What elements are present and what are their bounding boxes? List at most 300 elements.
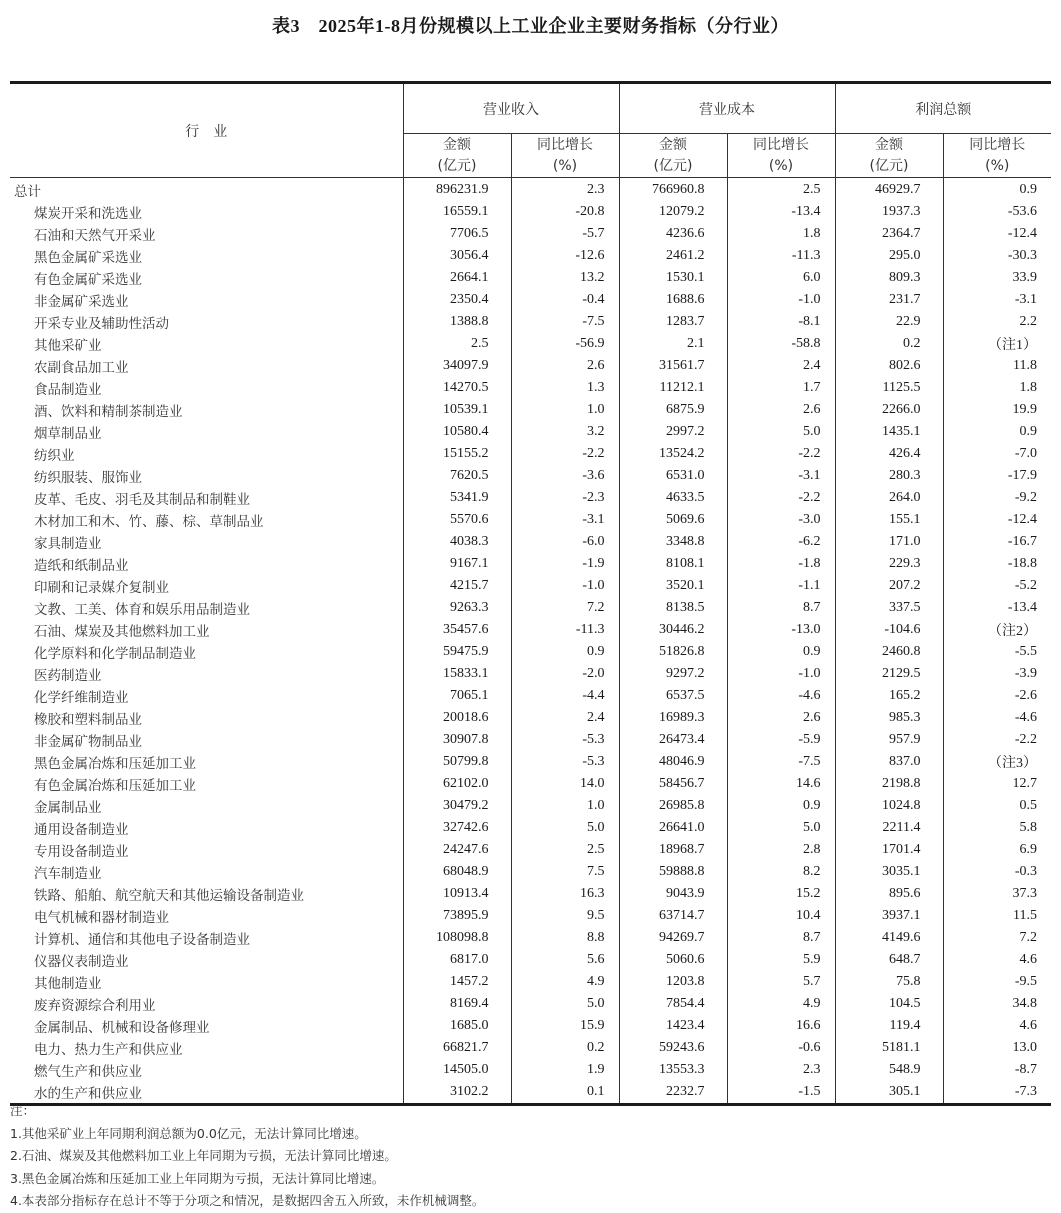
table-row [10, 993, 1051, 1015]
profit-growth-cell: -3.9 [943, 663, 1051, 685]
profit-growth-cell: -3.1 [943, 289, 1051, 311]
cost-amount-cell: 31561.7 [619, 355, 727, 377]
revenue-growth-cell: 1.3 [511, 377, 619, 399]
table-row [10, 289, 1051, 311]
cost-growth-cell: 8.2 [727, 861, 835, 883]
profit-amount-cell: 1125.5 [835, 377, 943, 399]
revenue-amount-cell: 9263.3 [403, 597, 511, 619]
industry-name-cell: 金属制品业 [34, 800, 102, 816]
revenue-amount-cell: 10539.1 [403, 399, 511, 421]
revenue-growth-cell: 5.0 [511, 817, 619, 839]
revenue-amount-cell: 1388.8 [403, 311, 511, 333]
cost-growth-cell: -58.8 [727, 333, 835, 355]
profit-growth-cell: 19.9 [943, 399, 1051, 421]
cost-amount-cell: 26473.4 [619, 729, 727, 751]
header-revenue-amount: 金额 (亿元) [403, 134, 511, 178]
industry-name-cell: 非金属矿采选业 [34, 294, 129, 310]
cost-amount-cell: 30446.2 [619, 619, 727, 641]
revenue-growth-cell: 7.2 [511, 597, 619, 619]
profit-amount-cell: 2266.0 [835, 399, 943, 421]
profit-growth-cell: -17.9 [943, 465, 1051, 487]
profit-amount-cell: 2460.8 [835, 641, 943, 663]
cost-growth-cell: 2.4 [727, 355, 835, 377]
cost-amount-cell: 18968.7 [619, 839, 727, 861]
profit-growth-cell: -9.2 [943, 487, 1051, 509]
revenue-growth-cell: -4.4 [511, 685, 619, 707]
cost-growth-cell: -7.5 [727, 751, 835, 773]
revenue-amount-cell: 62102.0 [403, 773, 511, 795]
industry-name-cell: 造纸和纸制品业 [34, 558, 129, 574]
revenue-amount-cell: 30907.8 [403, 729, 511, 751]
cost-growth-cell: 1.8 [727, 223, 835, 245]
profit-amount-cell: 985.3 [835, 707, 943, 729]
industry-name-cell: 电气机械和器材制造业 [34, 910, 169, 926]
cost-growth-cell: 2.3 [727, 1059, 835, 1081]
cost-amount-cell: 58456.7 [619, 773, 727, 795]
industry-name-cell: 石油、煤炭及其他燃料加工业 [34, 624, 210, 640]
profit-amount-cell: 104.5 [835, 993, 943, 1015]
header-revenue-growth: 同比增长 (%) [511, 134, 619, 178]
cost-growth-cell: 8.7 [727, 597, 835, 619]
cost-amount-cell: 11212.1 [619, 377, 727, 399]
revenue-growth-cell: 2.6 [511, 355, 619, 377]
revenue-growth-cell: 0.9 [511, 641, 619, 663]
cost-growth-cell: -6.2 [727, 531, 835, 553]
revenue-amount-cell: 16559.1 [403, 201, 511, 223]
cost-amount-cell: 59243.6 [619, 1037, 727, 1059]
industry-name-cell: 有色金属冶炼和压延加工业 [34, 778, 196, 794]
table-row [10, 641, 1051, 663]
profit-growth-cell: -13.4 [943, 597, 1051, 619]
cost-amount-cell: 2461.2 [619, 245, 727, 267]
cost-amount-cell: 8108.1 [619, 553, 727, 575]
cost-amount-cell: 4236.6 [619, 223, 727, 245]
profit-growth-cell: 34.8 [943, 993, 1051, 1015]
revenue-growth-cell: -5.3 [511, 729, 619, 751]
profit-amount-cell: -104.6 [835, 619, 943, 641]
header-profit-amount: 金额 (亿元) [835, 134, 943, 178]
revenue-amount-cell: 10913.4 [403, 883, 511, 905]
cost-amount-cell: 766960.8 [619, 178, 727, 202]
profit-growth-cell: -18.8 [943, 553, 1051, 575]
header-revenue: 营业收入 [403, 83, 619, 134]
table-title: 表3 2025年1-8月份规模以上工业企业主要财务指标（分行业） [272, 16, 789, 36]
cost-growth-cell: -2.2 [727, 487, 835, 509]
revenue-amount-cell: 7620.5 [403, 465, 511, 487]
cost-growth-cell: -3.0 [727, 509, 835, 531]
table-row [10, 201, 1051, 223]
revenue-growth-cell: -3.1 [511, 509, 619, 531]
cost-growth-cell: 5.9 [727, 949, 835, 971]
revenue-growth-cell: -3.6 [511, 465, 619, 487]
cost-amount-cell: 26985.8 [619, 795, 727, 817]
revenue-growth-cell: -12.6 [511, 245, 619, 267]
revenue-growth-cell: 2.5 [511, 839, 619, 861]
profit-growth-cell: 0.9 [943, 421, 1051, 443]
profit-amount-cell: 895.6 [835, 883, 943, 905]
cost-growth-cell: -0.6 [727, 1037, 835, 1059]
cost-growth-cell: -8.1 [727, 311, 835, 333]
profit-amount-cell: 1435.1 [835, 421, 943, 443]
cost-growth-cell: 2.8 [727, 839, 835, 861]
revenue-growth-cell: -6.0 [511, 531, 619, 553]
table-row [10, 817, 1051, 839]
revenue-amount-cell: 15155.2 [403, 443, 511, 465]
industry-name-cell: 燃气生产和供应业 [34, 1064, 142, 1080]
revenue-amount-cell: 59475.9 [403, 641, 511, 663]
cost-amount-cell: 1688.6 [619, 289, 727, 311]
industry-name-cell: 医药制造业 [34, 668, 102, 684]
note-item: 3.黑色金属冶炼和压延加工业上年同期为亏损，无法计算同比增速。 [10, 1170, 385, 1186]
profit-amount-cell: 3035.1 [835, 861, 943, 883]
revenue-amount-cell: 5341.9 [403, 487, 511, 509]
profit-amount-cell: 280.3 [835, 465, 943, 487]
profit-growth-cell: 11.5 [943, 905, 1051, 927]
profit-amount-cell: 264.0 [835, 487, 943, 509]
profit-amount-cell: 165.2 [835, 685, 943, 707]
cost-amount-cell: 9043.9 [619, 883, 727, 905]
cost-amount-cell: 16989.3 [619, 707, 727, 729]
cost-growth-cell: 10.4 [727, 905, 835, 927]
revenue-amount-cell: 3056.4 [403, 245, 511, 267]
cost-amount-cell: 48046.9 [619, 751, 727, 773]
industry-name-cell: 文教、工美、体育和娱乐用品制造业 [34, 602, 250, 618]
revenue-amount-cell: 7706.5 [403, 223, 511, 245]
cost-growth-cell: 2.5 [727, 178, 835, 202]
industry-name-cell: 家具制造业 [34, 536, 102, 552]
revenue-growth-cell: 4.9 [511, 971, 619, 993]
profit-growth-cell: 2.2 [943, 311, 1051, 333]
industry-name-cell: 通用设备制造业 [34, 822, 129, 838]
profit-amount-cell: 46929.7 [835, 178, 943, 202]
revenue-amount-cell: 68048.9 [403, 861, 511, 883]
financial-indicators-table [10, 81, 1051, 1106]
revenue-amount-cell: 14505.0 [403, 1059, 511, 1081]
cost-amount-cell: 5060.6 [619, 949, 727, 971]
note-item: 1.其他采矿业上年同期利润总额为0.0亿元，无法计算同比增速。 [10, 1125, 367, 1141]
industry-name-cell: 烟草制品业 [34, 426, 102, 442]
revenue-amount-cell: 6817.0 [403, 949, 511, 971]
cost-growth-cell: 2.6 [727, 707, 835, 729]
revenue-amount-cell: 14270.5 [403, 377, 511, 399]
profit-growth-cell: 4.6 [943, 1015, 1051, 1037]
profit-amount-cell: 75.8 [835, 971, 943, 993]
industry-name-cell: 黑色金属冶炼和压延加工业 [34, 756, 196, 772]
table-row [10, 377, 1051, 399]
industry-name-cell: 总计 [14, 184, 41, 200]
profit-growth-cell: -16.7 [943, 531, 1051, 553]
profit-amount-cell: 1937.3 [835, 201, 943, 223]
table-row [10, 597, 1051, 619]
cost-growth-cell: 0.9 [727, 641, 835, 663]
revenue-amount-cell: 2664.1 [403, 267, 511, 289]
profit-growth-cell: 11.8 [943, 355, 1051, 377]
industry-name-cell: 汽车制造业 [34, 866, 102, 882]
profit-amount-cell: 155.1 [835, 509, 943, 531]
industry-name-cell: 化学纤维制造业 [34, 690, 129, 706]
revenue-amount-cell: 15833.1 [403, 663, 511, 685]
industry-name-cell: 农副食品加工业 [34, 360, 129, 376]
revenue-amount-cell: 108098.8 [403, 927, 511, 949]
revenue-growth-cell: 2.4 [511, 707, 619, 729]
profit-amount-cell: 2364.7 [835, 223, 943, 245]
cost-growth-cell: -11.3 [727, 245, 835, 267]
cost-growth-cell: -1.0 [727, 663, 835, 685]
profit-amount-cell: 809.3 [835, 267, 943, 289]
industry-name-cell: 其他采矿业 [34, 338, 102, 354]
profit-amount-cell: 4149.6 [835, 927, 943, 949]
header-profit: 利润总额 [835, 83, 1051, 134]
cost-growth-cell: 2.6 [727, 399, 835, 421]
profit-growth-cell: -9.5 [943, 971, 1051, 993]
profit-growth-cell: -2.2 [943, 729, 1051, 751]
cost-growth-cell: 5.0 [727, 817, 835, 839]
table-row [10, 883, 1051, 905]
profit-amount-cell: 207.2 [835, 575, 943, 597]
cost-amount-cell: 8138.5 [619, 597, 727, 619]
cost-growth-cell: -13.4 [727, 201, 835, 223]
cost-amount-cell: 4633.5 [619, 487, 727, 509]
revenue-amount-cell: 35457.6 [403, 619, 511, 641]
industry-name-cell: 其他制造业 [34, 976, 102, 992]
cost-amount-cell: 2997.2 [619, 421, 727, 443]
industry-name-cell: 黑色金属矿采选业 [34, 250, 142, 266]
revenue-amount-cell: 1457.2 [403, 971, 511, 993]
industry-name-cell: 铁路、船舶、航空航天和其他运输设备制造业 [34, 888, 304, 904]
industry-name-cell: 化学原料和化学制品制造业 [34, 646, 196, 662]
table-row [10, 443, 1051, 465]
table-row [10, 685, 1051, 707]
table-row [10, 1015, 1051, 1037]
revenue-amount-cell: 3102.2 [403, 1081, 511, 1105]
cost-growth-cell: 5.0 [727, 421, 835, 443]
revenue-growth-cell: 0.1 [511, 1081, 619, 1105]
profit-amount-cell: 2211.4 [835, 817, 943, 839]
cost-amount-cell: 63714.7 [619, 905, 727, 927]
revenue-amount-cell: 66821.7 [403, 1037, 511, 1059]
revenue-growth-cell: 1.0 [511, 399, 619, 421]
cost-growth-cell: -1.0 [727, 289, 835, 311]
industry-name-cell: 有色金属矿采选业 [34, 272, 142, 288]
industry-name-cell: 仪器仪表制造业 [34, 954, 129, 970]
header-cost-amount: 金额 (亿元) [619, 134, 727, 178]
profit-growth-cell: -5.5 [943, 641, 1051, 663]
table-row [10, 795, 1051, 817]
profit-amount-cell: 3937.1 [835, 905, 943, 927]
profit-amount-cell: 426.4 [835, 443, 943, 465]
cost-growth-cell: 14.6 [727, 773, 835, 795]
profit-amount-cell: 1701.4 [835, 839, 943, 861]
profit-growth-cell: （注1） [943, 333, 1051, 355]
revenue-amount-cell: 4038.3 [403, 531, 511, 553]
revenue-amount-cell: 34097.9 [403, 355, 511, 377]
cost-growth-cell: 1.7 [727, 377, 835, 399]
industry-name-cell: 非金属矿物制品业 [34, 734, 142, 750]
profit-amount-cell: 119.4 [835, 1015, 943, 1037]
profit-growth-cell: 6.9 [943, 839, 1051, 861]
profit-growth-cell: -7.0 [943, 443, 1051, 465]
revenue-growth-cell: -11.3 [511, 619, 619, 641]
profit-growth-cell: -8.7 [943, 1059, 1051, 1081]
table-row [10, 553, 1051, 575]
revenue-growth-cell: 16.3 [511, 883, 619, 905]
revenue-growth-cell: -2.3 [511, 487, 619, 509]
revenue-growth-cell: -5.7 [511, 223, 619, 245]
industry-name-cell: 计算机、通信和其他电子设备制造业 [34, 932, 250, 948]
profit-growth-cell: -7.3 [943, 1081, 1051, 1105]
revenue-amount-cell: 8169.4 [403, 993, 511, 1015]
cost-growth-cell: 5.7 [727, 971, 835, 993]
profit-growth-cell: 37.3 [943, 883, 1051, 905]
table-row [10, 465, 1051, 487]
header-cost-growth: 同比增长 (%) [727, 134, 835, 178]
profit-amount-cell: 2198.8 [835, 773, 943, 795]
cost-growth-cell: -13.0 [727, 619, 835, 641]
profit-growth-cell: 4.6 [943, 949, 1051, 971]
revenue-growth-cell: 8.8 [511, 927, 619, 949]
revenue-growth-cell: -56.9 [511, 333, 619, 355]
profit-amount-cell: 802.6 [835, 355, 943, 377]
header-industry: 行 业 [10, 83, 403, 178]
table-row [10, 905, 1051, 927]
table-row [10, 223, 1051, 245]
profit-growth-cell: -12.4 [943, 223, 1051, 245]
revenue-growth-cell: -2.2 [511, 443, 619, 465]
profit-growth-cell: -2.6 [943, 685, 1051, 707]
profit-amount-cell: 957.9 [835, 729, 943, 751]
revenue-amount-cell: 10580.4 [403, 421, 511, 443]
cost-growth-cell: -1.8 [727, 553, 835, 575]
cost-amount-cell: 1283.7 [619, 311, 727, 333]
profit-growth-cell: -53.6 [943, 201, 1051, 223]
revenue-growth-cell: -2.0 [511, 663, 619, 685]
table-row [10, 1037, 1051, 1059]
profit-amount-cell: 305.1 [835, 1081, 943, 1105]
table-row [10, 267, 1051, 289]
note-item: 2.石油、煤炭及其他燃料加工业上年同期为亏损，无法计算同比增速。 [10, 1148, 397, 1163]
industry-name-cell: 废弃资源综合利用业 [34, 998, 156, 1014]
revenue-amount-cell: 20018.6 [403, 707, 511, 729]
revenue-growth-cell: 9.5 [511, 905, 619, 927]
profit-amount-cell: 0.2 [835, 333, 943, 355]
table-row [10, 531, 1051, 553]
revenue-amount-cell: 9167.1 [403, 553, 511, 575]
profit-growth-cell: -12.4 [943, 509, 1051, 531]
profit-growth-cell: 0.5 [943, 795, 1051, 817]
table-body [10, 178, 1051, 1105]
table-row [10, 311, 1051, 333]
cost-amount-cell: 13524.2 [619, 443, 727, 465]
revenue-amount-cell: 7065.1 [403, 685, 511, 707]
industry-name-cell: 水的生产和供应业 [34, 1086, 142, 1102]
cost-amount-cell: 7854.4 [619, 993, 727, 1015]
revenue-growth-cell: 14.0 [511, 773, 619, 795]
cost-amount-cell: 26641.0 [619, 817, 727, 839]
revenue-growth-cell: -5.3 [511, 751, 619, 773]
table-row [10, 575, 1051, 597]
revenue-growth-cell: 15.9 [511, 1015, 619, 1037]
revenue-growth-cell: 1.0 [511, 795, 619, 817]
table-row [10, 971, 1051, 993]
note-item: 4.本表部分指标存在总计不等于分项之和情况，是数据四舍五入所致，未作机械调整。 [10, 1193, 485, 1208]
table-row [10, 619, 1051, 641]
table-row [10, 487, 1051, 509]
revenue-growth-cell: 3.2 [511, 421, 619, 443]
profit-growth-cell: （注3） [943, 751, 1051, 773]
industry-name-cell: 酒、饮料和精制茶制造业 [34, 404, 183, 420]
table-row [10, 839, 1051, 861]
profit-amount-cell: 22.9 [835, 311, 943, 333]
table-row [10, 1059, 1051, 1081]
revenue-amount-cell: 5570.6 [403, 509, 511, 531]
table-row [10, 509, 1051, 531]
table-row [10, 245, 1051, 267]
profit-amount-cell: 2129.5 [835, 663, 943, 685]
profit-growth-cell: -0.3 [943, 861, 1051, 883]
revenue-amount-cell: 24247.6 [403, 839, 511, 861]
revenue-growth-cell: 1.9 [511, 1059, 619, 1081]
cost-amount-cell: 1203.8 [619, 971, 727, 993]
revenue-growth-cell: 7.5 [511, 861, 619, 883]
table-row [10, 355, 1051, 377]
table-row [10, 861, 1051, 883]
cost-amount-cell: 2.1 [619, 333, 727, 355]
revenue-amount-cell: 50799.8 [403, 751, 511, 773]
revenue-amount-cell: 1685.0 [403, 1015, 511, 1037]
table-row [10, 663, 1051, 685]
table-row [10, 949, 1051, 971]
cost-amount-cell: 3348.8 [619, 531, 727, 553]
cost-amount-cell: 51826.8 [619, 641, 727, 663]
profit-growth-cell: （注2） [943, 619, 1051, 641]
revenue-amount-cell: 30479.2 [403, 795, 511, 817]
cost-amount-cell: 9297.2 [619, 663, 727, 685]
revenue-growth-cell: 2.3 [511, 178, 619, 202]
cost-growth-cell: 8.7 [727, 927, 835, 949]
profit-growth-cell: 5.8 [943, 817, 1051, 839]
profit-growth-cell: 1.8 [943, 377, 1051, 399]
revenue-growth-cell: -1.0 [511, 575, 619, 597]
revenue-amount-cell: 896231.9 [403, 178, 511, 202]
cost-amount-cell: 5069.6 [619, 509, 727, 531]
industry-name-cell: 金属制品、机械和设备修理业 [34, 1020, 210, 1036]
cost-growth-cell: -5.9 [727, 729, 835, 751]
table-row [10, 773, 1051, 795]
header-cost: 营业成本 [619, 83, 835, 134]
industry-name-cell: 纺织业 [34, 448, 75, 464]
revenue-growth-cell: -1.9 [511, 553, 619, 575]
industry-name-cell: 专用设备制造业 [34, 844, 129, 860]
industry-name-cell: 石油和天然气开采业 [34, 228, 156, 244]
revenue-growth-cell: 5.0 [511, 993, 619, 1015]
profit-amount-cell: 229.3 [835, 553, 943, 575]
industry-name-cell: 橡胶和塑料制品业 [34, 712, 142, 728]
cost-growth-cell: -3.1 [727, 465, 835, 487]
table-row [10, 927, 1051, 949]
profit-amount-cell: 5181.1 [835, 1037, 943, 1059]
revenue-amount-cell: 2350.4 [403, 289, 511, 311]
profit-amount-cell: 837.0 [835, 751, 943, 773]
profit-growth-cell: -5.2 [943, 575, 1051, 597]
industry-name-cell: 木材加工和木、竹、藤、棕、草制品业 [34, 514, 264, 530]
profit-growth-cell: 0.9 [943, 178, 1051, 202]
revenue-growth-cell: 5.6 [511, 949, 619, 971]
table-row [10, 399, 1051, 421]
profit-amount-cell: 295.0 [835, 245, 943, 267]
profit-growth-cell: 33.9 [943, 267, 1051, 289]
profit-amount-cell: 337.5 [835, 597, 943, 619]
table-row [10, 421, 1051, 443]
